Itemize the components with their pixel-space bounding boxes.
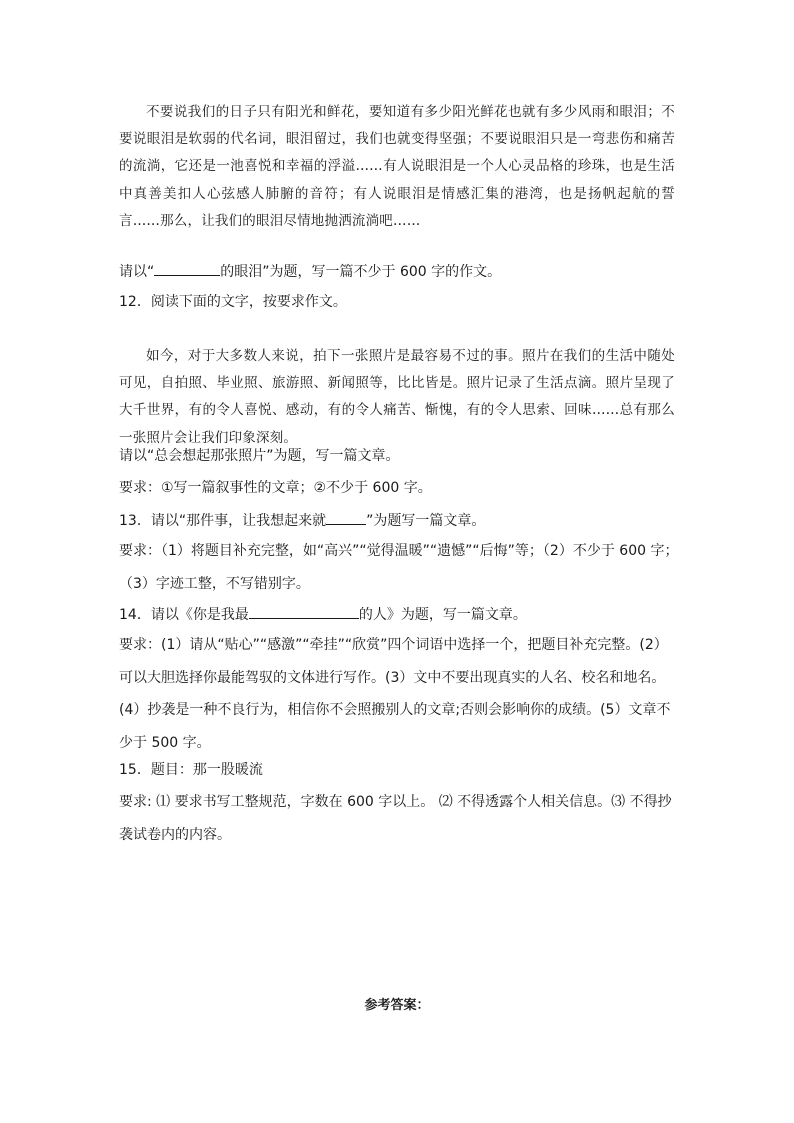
q13-before: 13．请以“那件事，让我想起来就 — [119, 513, 327, 529]
answer-heading: 参考答案： — [364, 998, 430, 1013]
q12-prompt: 请以“总会想起那张照片”为题，写一篇文章。 — [119, 448, 400, 464]
q11-prompt — [119, 261, 679, 281]
q13-requirements: 要求：（1）将题目补充完整，如“高兴”“觉得温暖”“遗憾”“后悔”等；（2）不少于 600 字；（3）字迹工整，不写错别字。 — [119, 543, 679, 592]
q15-heading: 15．题目：那一股暖流 — [119, 762, 263, 778]
q11-prompt-before: 请以“ — [119, 264, 155, 280]
q15-requirements: 要求: ⑴ 要求书写工整规范，字数在 600 字以上。 ⑵ 不得透露个人相关信息。⑶ 不得抄袭试卷内的内容。 — [119, 794, 672, 843]
passage-tears: 不要说我们的日子只有阳光和鲜花，要知道有多少阳光鲜花也就有多少风雨和眼泪；不要说眼泪是软弱的代名词，眼泪留过，我们也就变得坚强；不要说眼泪只是一弯悲伤和痛苦的流淌，它还是一池喜悦和幸福的浮溢……有人说眼泪是一个人心灵品格的珍珠，也是生活中真善美扣人心弦感人肺腑的音符；有人说眼泪是情感汇集的港湾，也是扬帆起航的誓言……那么，让我们的眼泪尽情地抛洒流淌吧…… — [119, 104, 675, 229]
q14-requirements: 要求：(1）请从“贴心”“感激”“牵挂”“欣赏”四个词语中选择一个，把题目补充完整。(2）可以大胆选择你最能驾驭的文体进行写作。(3）文中不要出现真实的人名、校名和地名。(4）抄袭是一种不良行为，相信你不会照搬别人的文章;否则会影响你的成绩。(5）文章不少于 500 字。 — [119, 637, 671, 751]
passage-photo: 如今，对于大多数人来说，拍下一张照片是最容易不过的事。照片在我们的生活中随处可见，自拍照、毕业照、旅游照、新闻照等，比比皆是。照片记录了生活点滴。照片呈现了大千世界，有的令人喜悦、感动，有的令人痛苦、惭愧，有的令人思索、回味……总有那么一张照片会让我们印象深刻。 — [119, 348, 675, 446]
q13-after: ”为题写一篇文章。 — [366, 513, 486, 529]
q14-after: 的人》为题，写一篇文章。 — [358, 607, 527, 623]
q13-heading — [119, 510, 679, 530]
q14-blank — [249, 604, 359, 619]
q13-blank — [326, 510, 366, 525]
q14-heading — [119, 604, 679, 624]
q11-prompt-after: 的眼泪”为题，写一篇不少于 600 字的作文。 — [220, 264, 502, 280]
q12-requirements: 要求：①写一篇叙事性的文章；②不少于 600 字。 — [119, 480, 432, 496]
q14-before: 14．请以《你是我最 — [119, 607, 249, 623]
q11-blank — [154, 261, 220, 276]
q12-heading: 12．阅读下面的文字，按要求作文。 — [119, 294, 347, 310]
